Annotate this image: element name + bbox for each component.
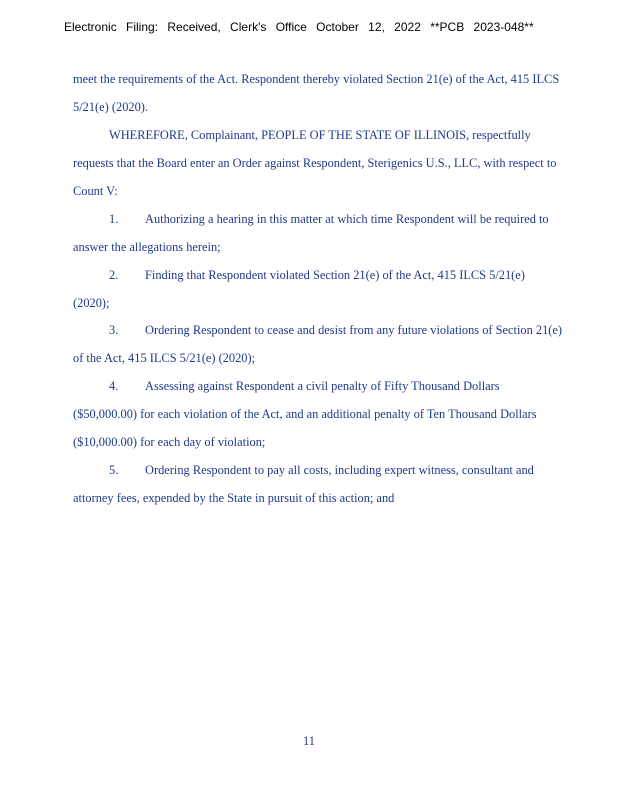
text-line: answer the allegations herein; [73, 240, 221, 254]
text-line: 5/21(e) (2020). [73, 100, 149, 114]
text-line: of the Act, 415 ILCS 5/21(e) (2020); [73, 351, 256, 365]
wherefore-paragraph: WHEREFORE, Complainant, PEOPLE OF THE STATE OF ILLINOIS, respectfully [109, 128, 531, 142]
list-number: 3. [109, 323, 119, 337]
filing-header: Electronic Filing: Received, Clerk's Office October 12, 2022 **PCB 2023-048** [64, 20, 534, 34]
list-number: 2. [109, 268, 119, 282]
list-item-text: Ordering Respondent to cease and desist from any future violations of Section 21(e) [145, 323, 563, 337]
text-line: meet the requirements of the Act. Respondent thereby violated Section 21(e) of the Act, 415 ILCS [73, 72, 560, 86]
list-item-text: Assessing against Respondent a civil penalty of Fifty Thousand Dollars [145, 379, 500, 393]
list-item-text: Authorizing a hearing in this matter at which time Respondent will be required to [145, 212, 549, 226]
text-line: attorney fees, expended by the State in pursuit of this action; and [73, 491, 395, 505]
list-number: 4. [109, 379, 119, 393]
list-number: 1. [109, 212, 119, 226]
text-line: ($10,000.00) for each day of violation; [73, 435, 266, 449]
text-line: ($50,000.00) for each violation of the Act, and an additional penalty of Ten Thousand Dollars [73, 407, 537, 421]
text-line: (2020); [73, 296, 110, 310]
list-item-text: Ordering Respondent to pay all costs, including expert witness, consultant and [145, 463, 534, 477]
text-line: requests that the Board enter an Order against Respondent, Sterigenics U.S., LLC, with respect to [73, 156, 557, 170]
count-label: Count V: [73, 184, 118, 198]
page-number: 11 [303, 734, 315, 748]
list-item-text: Finding that Respondent violated Section 21(e) of the Act, 415 ILCS 5/21(e) [145, 268, 525, 282]
list-number: 5. [109, 463, 119, 477]
